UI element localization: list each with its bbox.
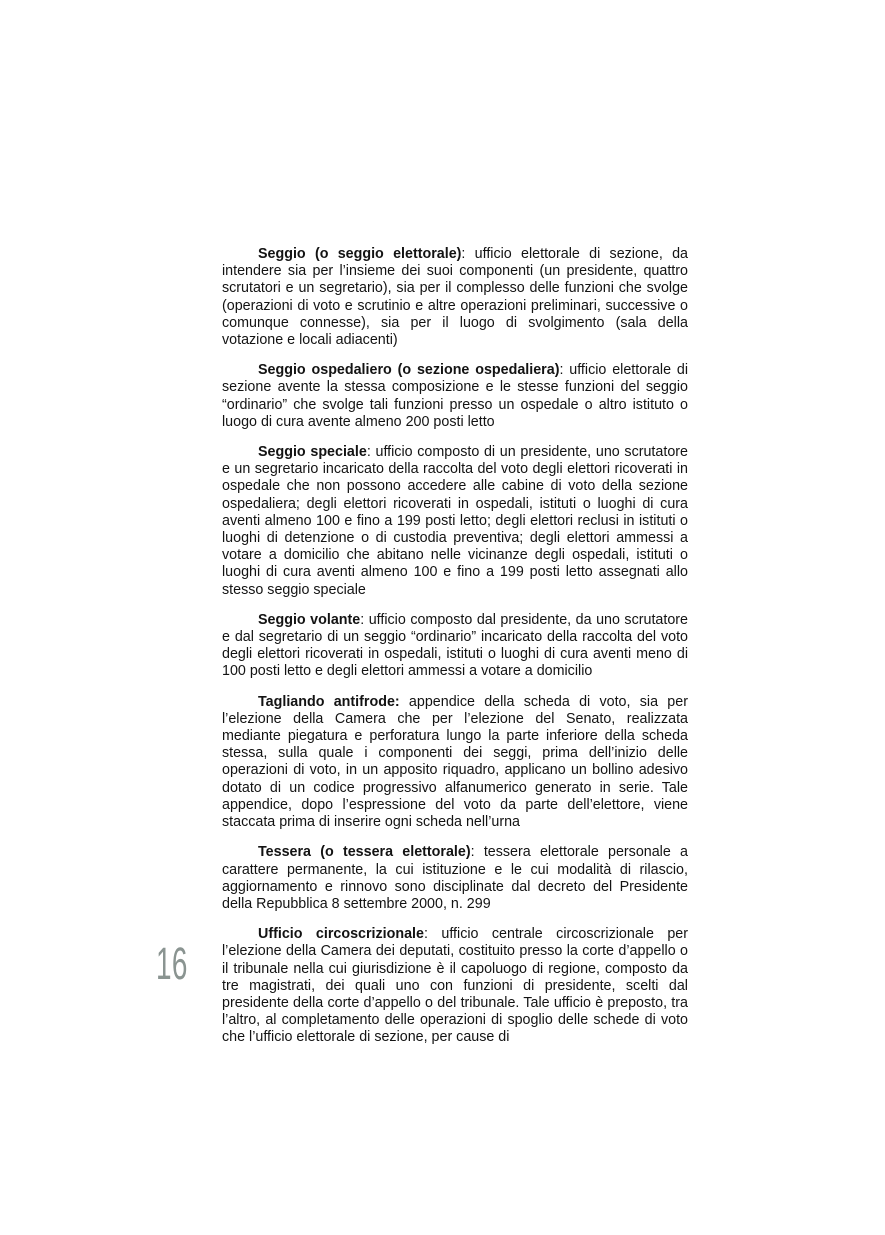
glossary-term: Seggio (o seggio elettorale) <box>258 246 462 262</box>
glossary-entry <box>222 246 688 349</box>
glossary-definition: : tessera elettorale personale a carattere permanente, la cui istituzione e le cui modalità di rilascio, aggiornamento e rinnovo sono disciplinate dal decreto del Presidente della Repubblica 8 settembre 2000, n. 299 <box>222 844 688 912</box>
glossary-definition: : ufficio composto dal presidente, da uno scrutatore e dal segretario di un seggio “ordinario” incaricato della raccolta del voto degli elettori ricoverati in ospedali, istituti o luoghi di cura aventi meno di 100 posti letto e degli elettori ammessi a votare a domicilio <box>222 611 688 680</box>
glossary-entry <box>222 844 688 913</box>
glossary-term: Seggio volante <box>258 611 361 628</box>
page-number: 16 <box>156 938 188 989</box>
glossary-term: Tagliando antifrode: <box>258 693 400 710</box>
glossary-text-column <box>222 246 688 1047</box>
glossary-definition: : ufficio centrale circoscrizionale per l’elezione della Camera dei deputati, costituito presso la corte d’appello o il tribunale nella cui giurisdizione è il capoluogo di regione, composto da tre magistrati, dei quali uno con funzioni di presidente, scelti dal presidente della corte d’appello o del tribunale. Tale ufficio è preposto, tra l’altro, al completamento delle operazioni di spoglio delle schede di voto che l’ufficio elettorale di sezione, per cause di <box>222 926 688 1046</box>
glossary-term: Seggio speciale <box>258 444 367 461</box>
glossary-definition: : ufficio composto di un presidente, uno scrutatore e un segretario incaricato della raccolta del voto degli elettori ricoverati in ospedale che non possono accedere alle cabine di voto della sezione ospedaliera; degli elettori ricoverati in ospedali, istituti o luoghi di cura aventi almeno 100 e fino a 199 posti letto; degli elettori reclusi in istituti o luoghi di detenzione o di custodia preventiva; degli elettori ammessi a votare a domicilio che abitano nelle vicinanze degli ospedali, istituti o luoghi di cura aventi almeno 100 e fino a 199 posti letto assegnati allo stesso seggio speciale <box>222 444 688 598</box>
glossary-definition: : ufficio elettorale di sezione, da intendere sia per l’insieme dei suoi componenti (un presidente, quattro scrutatori e un segretario), sia per il complesso delle funzioni che svolge (operazioni di voto e scrutinio e altre operazioni preliminari, successive o comunque connesse), sia per il luogo di svolgimento (sala della votazione e locali adiacenti) <box>222 246 688 349</box>
glossary-entry <box>222 362 688 431</box>
glossary-entry <box>222 612 688 681</box>
glossary-term: Seggio ospedaliero (o sezione ospedaliera) <box>258 362 560 379</box>
glossary-definition: : ufficio elettorale di sezione avente la stessa composizione e le stesse funzioni del seggio “ordinario” che svolge tali funzioni presso un ospedale o altro istituto o luogo di cura avente almeno 200 posti letto <box>222 362 688 430</box>
glossary-definition: appendice della scheda di voto, sia per l’elezione della Camera che per l’elezione del Senato, realizzata mediante piegatura e perforatura lungo la parte inferiore della scheda stessa, sulla quale i componenti dei seggi, prima dell’inizio delle operazioni di voto, in un apposito riquadro, applicano un bollino adesivo dotato di un codice progressivo alfanumerico generato in serie. Tale appendice, dopo l’espressione del voto da parte dell’elettore, viene staccata prima di inserire ogni scheda nell’urna <box>222 693 688 831</box>
glossary-entry <box>222 694 688 832</box>
glossary-term: Tessera (o tessera elettorale) <box>258 844 471 861</box>
glossary-entry <box>222 926 688 1046</box>
glossary-entry <box>222 444 688 599</box>
glossary-term: Ufficio circoscrizionale <box>258 926 424 943</box>
